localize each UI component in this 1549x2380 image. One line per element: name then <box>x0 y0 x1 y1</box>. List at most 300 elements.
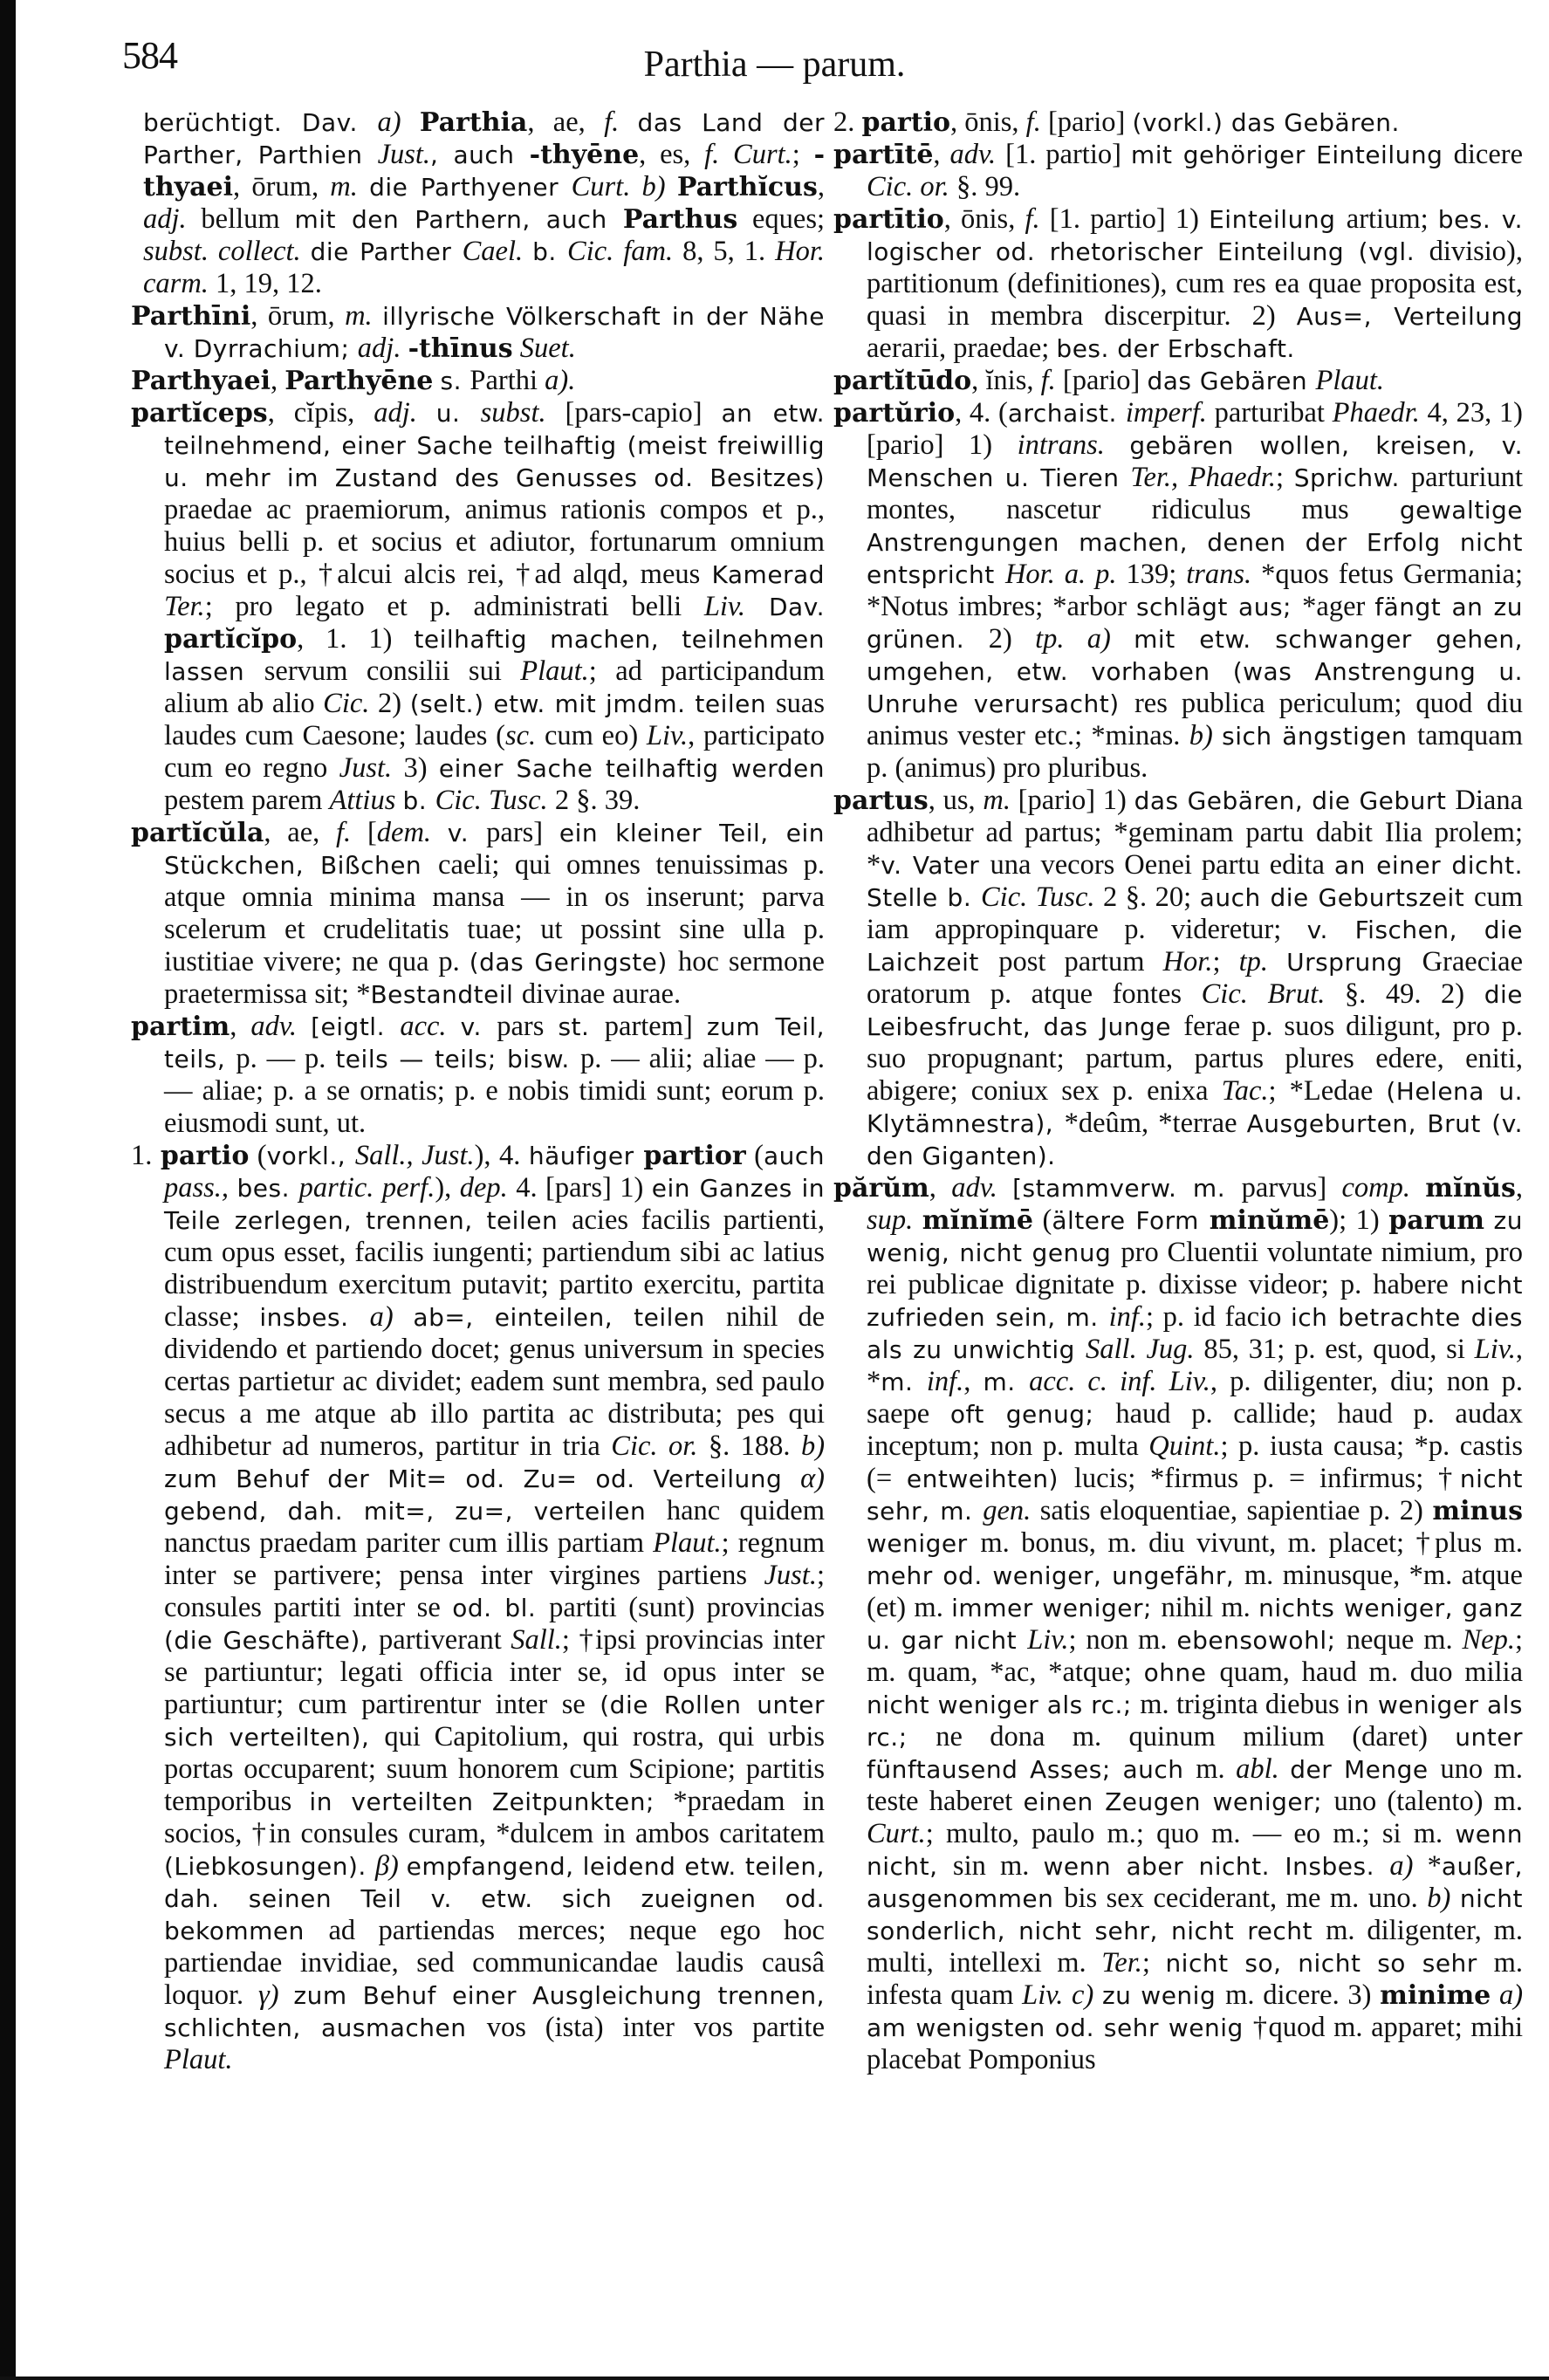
latin-text: p. — p. <box>236 1043 336 1074</box>
german-gloss: [stammverw. m. <box>1012 1174 1242 1203</box>
latin-text: parturiunt montes, nascetur ridiculus mus <box>867 462 1524 525</box>
german-gloss: sich ängstigen <box>1222 722 1418 751</box>
latin-text: eques; <box>737 203 826 235</box>
german-gloss: m. <box>983 1368 1030 1396</box>
italic-abbrev: Liv. <box>1474 1334 1516 1365</box>
headword: partītio <box>833 204 944 235</box>
latin-text: ad partiendas merces; neque ego hoc partiendae invidiae, sed communicandae laudis causâ loquor. <box>164 1915 825 2011</box>
latin-text: 2) <box>369 688 410 719</box>
latin-text: §. 188. <box>697 1430 801 1462</box>
latin-text: ; regnum inter se partivere; pensa inter virgines partiens <box>164 1527 825 1591</box>
german-gloss: v. Vater <box>881 851 990 880</box>
german-gloss: fängt an zu grünen. <box>867 593 1523 654</box>
german-gloss: Ursprung <box>1286 948 1422 977</box>
italic-abbrev: Quint. <box>1148 1430 1221 1462</box>
italic-abbrev: tp. a) <box>1035 623 1134 655</box>
german-gloss: mit gehöriger Einteilung <box>1130 141 1454 169</box>
latin-text: [pario] <box>1062 365 1148 396</box>
latin-text: , ae, <box>264 817 337 848</box>
german-gloss: weniger <box>867 1529 981 1558</box>
german-gloss: (vorkl.) das Gebären. <box>1132 108 1400 137</box>
latin-text: [1. partio] 1) <box>1049 203 1210 235</box>
latin-text: , cĭpis, <box>267 397 374 429</box>
german-gloss: (Helena u. Klytämnestra), <box>867 1077 1523 1138</box>
latin-text: , 1. 1) <box>297 623 415 655</box>
latin-text: ; <box>792 139 814 170</box>
latin-text: m. diligenter, m. multi, intellexi m. <box>867 1915 1523 1979</box>
german-gloss: empfangend, leidend etw. teilen, dah. seinen Teil v. etw. sich zueignen od. bekommen <box>164 1852 825 1945</box>
dictionary-entry <box>833 1172 1523 2076</box>
italic-abbrev: Cic. Brut. <box>1201 978 1326 1010</box>
latin-text: [ <box>367 817 377 848</box>
latin-text: acies facilis partienti, cum opus esset, facilis iungenti; partiendum sibi ac latius distribuendum exercitum putavit; partito exercitu, partita classe; <box>164 1204 825 1333</box>
latin-text: vos (ista) inter vos partite <box>486 2012 825 2043</box>
german-gloss: in verteilten Zeitpunkten; <box>309 1787 674 1816</box>
german-gloss: mehr od. weniger, ungefähr, <box>867 1561 1244 1590</box>
german-gloss: zum Teil, teils, <box>164 1012 825 1073</box>
latin-text: uno m. teste haberet <box>867 1753 1524 1817</box>
german-gloss: (selt.) etw. mit jmdm. teilen <box>409 689 777 718</box>
latin-text <box>513 333 520 364</box>
dictionary-entry <box>833 365 1523 397</box>
latin-text: ; p. id facio <box>1146 1301 1291 1333</box>
italic-abbrev: γ) <box>257 1979 294 2011</box>
latin-text: , <box>230 1011 251 1042</box>
italic-abbrev: f. <box>1025 203 1050 235</box>
left-column <box>131 106 825 2076</box>
latin-text: ( <box>745 1140 764 1171</box>
headword: partŭrio <box>833 398 956 429</box>
italic-abbrev: m. <box>345 300 383 332</box>
italic-abbrev: a) <box>369 1301 414 1333</box>
latin-text: 8, 5, 1. <box>682 236 776 267</box>
german-gloss: auch <box>763 1142 825 1170</box>
german-gloss: v. <box>460 1012 497 1041</box>
latin-text: partem] <box>604 1011 707 1042</box>
latin-text: 2 §. 20; <box>1094 881 1200 913</box>
latin-text: 2 §. 39. <box>547 785 641 816</box>
latin-text <box>1491 1979 1499 2011</box>
latin-text: parvus] <box>1241 1172 1342 1204</box>
latin-text: cum iam appropinquare p. videretur; <box>867 881 1523 945</box>
headword: Parthia <box>419 107 528 138</box>
headword: Parthus <box>622 204 738 235</box>
italic-abbrev: trans. <box>1186 559 1252 590</box>
latin-text: nihil m. <box>1161 1592 1259 1623</box>
latin-text: ; non m. <box>1068 1624 1177 1656</box>
latin-text: , <box>963 1366 984 1397</box>
latin-text: †quod m. apparet; mihi placebat Pomponius <box>867 2012 1524 2075</box>
german-gloss: Kamerad <box>711 560 825 589</box>
latin-text: m. <box>1196 1753 1237 1785</box>
italic-abbrev: f. <box>1025 106 1048 138</box>
italic-abbrev: Cic. or. <box>611 1430 698 1462</box>
dictionary-entry <box>131 397 825 817</box>
latin-text: servum consilii sui <box>264 655 521 687</box>
headword: partus <box>833 785 929 816</box>
dictionary-entry <box>833 106 1523 139</box>
italic-abbrev: sc. <box>504 720 537 751</box>
italic-abbrev: Plaut. <box>1315 365 1385 396</box>
german-gloss: gebend, dah. mit=, zu=, verteilen <box>164 1497 667 1526</box>
italic-abbrev: Ter., Phaedr. <box>1130 462 1277 493</box>
german-gloss: Ausgeburten, Brut (v. den Giganten). <box>867 1109 1524 1170</box>
german-gloss: auch die Geburtszeit <box>1199 883 1475 912</box>
latin-text: ( <box>1032 1204 1052 1236</box>
headword: mĭnĭmē <box>922 1205 1033 1236</box>
latin-text: , ĭnis, <box>971 365 1041 396</box>
italic-abbrev: adv. <box>951 1172 1013 1204</box>
latin-text: , p. diligenter, diu; non p. saepe <box>867 1366 1524 1430</box>
headword: partĭceps <box>131 398 268 429</box>
latin-text: pro Cluentii voluntate nimium, pro rei publicae dignitate p. dixisse videor; p. habere <box>867 1237 1523 1300</box>
italic-abbrev: Hor. carm. <box>143 236 825 299</box>
latin-text: divinae aurae. <box>521 978 682 1010</box>
dictionary-entry <box>131 300 825 365</box>
italic-abbrev: m. <box>330 171 370 202</box>
german-gloss: bes. <box>236 1174 299 1203</box>
german-gloss: ab=, einteilen, teilen <box>413 1303 726 1332</box>
headword: părŭm <box>833 1173 929 1204</box>
italic-abbrev: α) <box>800 1463 825 1494</box>
italic-abbrev: adj. <box>357 333 408 364</box>
latin-text: Graeciae oratorum p. atque fontes <box>867 946 1524 1010</box>
german-gloss: s. <box>440 367 470 395</box>
headword: minŭmē <box>1209 1205 1330 1236</box>
italic-abbrev: adj. <box>374 397 436 429</box>
german-gloss: einer Sache teilhaftig werden <box>438 754 825 783</box>
german-gloss: ebensowohl; <box>1176 1626 1347 1655</box>
latin-text: cum eo) <box>536 720 647 751</box>
latin-text: ), 4. <box>474 1140 529 1171</box>
dictionary-entry <box>833 785 1523 1172</box>
italic-abbrev: adv. <box>250 1011 312 1042</box>
german-gloss: od. bl. <box>452 1594 550 1622</box>
italic-abbrev: f. <box>1040 365 1063 396</box>
latin-text: , ōnis, <box>943 203 1025 235</box>
italic-abbrev: Cael. <box>462 236 533 267</box>
italic-abbrev: inf. <box>926 1366 964 1397</box>
german-gloss: in weniger als rc.; <box>867 1691 1523 1752</box>
latin-text: , <box>929 1172 952 1204</box>
latin-text: ; *Ledae <box>1268 1075 1387 1107</box>
latin-text: nihil de dividendo et partiendo docet; genus universum in species certas partietur ac dividet; eadem sunt membra, sed paulo secus a me atque ab illo partita ac distributa; pes qui adhibetur ad numeros, partitur in tria <box>164 1301 826 1462</box>
german-gloss: Sprichw. <box>1293 463 1411 492</box>
latin-text: pars] <box>486 817 559 848</box>
italic-abbrev: Plaut. <box>520 655 589 687</box>
italic-abbrev: Cic. Tusc. <box>981 881 1095 913</box>
latin-text: , <box>1515 1172 1524 1204</box>
latin-text: ; m. quam, *ac, *atque; <box>867 1624 1524 1688</box>
german-gloss: bes. der Erbschaft. <box>1056 334 1295 363</box>
italic-abbrev: adj. <box>143 203 202 235</box>
german-gloss: ältere Form <box>1052 1206 1210 1235</box>
latin-text: *deûm, *terrae <box>1064 1108 1247 1139</box>
german-gloss: ein kleiner Teil, ein Stückchen, Bißchen <box>164 819 825 880</box>
italic-abbrev: subst. collect. <box>143 236 311 267</box>
headword: -thīnus <box>408 333 513 364</box>
german-gloss: zu wenig, nicht genug <box>867 1206 1523 1267</box>
latin-text: ne dona m. quinum milium (daret) <box>936 1721 1456 1752</box>
headword: partĭcŭla <box>131 818 264 848</box>
latin-text: haud p. callide; haud p. audax inceptum; non p. multa <box>867 1398 1523 1462</box>
latin-text: praedae ac praemiorum, animus rationis compos et p., huius belli p. et socius et adiutor, fortunarum omnium socius et p., †alcui alcis rei, †ad alqd, meus <box>164 494 825 590</box>
italic-abbrev: Liv. <box>703 591 746 622</box>
italic-abbrev: Curt. b) <box>571 171 677 202</box>
italic-abbrev: Ter. <box>164 591 205 622</box>
italic-abbrev: a). <box>545 365 576 396</box>
italic-abbrev: Cic. <box>323 688 370 719</box>
german-gloss: die Leibesfrucht, das Junge <box>867 980 1523 1041</box>
latin-text: lucis; *firmus p. = infirmus; † <box>1073 1463 1460 1494</box>
headword: -thyēne <box>529 140 640 170</box>
dictionary-entry <box>131 1140 825 2076</box>
german-gloss: zum Behuf der Mit= od. Zu= od. Verteilung <box>164 1464 801 1493</box>
latin-text: , ae, <box>527 106 605 138</box>
latin-text: 2) <box>988 623 1036 655</box>
latin-text: Parthi <box>469 365 545 396</box>
latin-text: p. — alii; aliae — p. — aliae; p. a se ornatis; p. e nobis timidi sunt; eorum p. eiusmodi sunt, ut. <box>164 1043 826 1139</box>
dictionary-entry <box>833 139 1523 203</box>
latin-text: satis eloquentiae, sapientiae p. 2) <box>1031 1495 1433 1526</box>
italic-abbrev: adv. <box>949 139 1006 170</box>
latin-text: , ōrum, <box>233 171 331 202</box>
italic-abbrev: b) <box>800 1430 826 1462</box>
german-gloss: , auch <box>430 141 530 169</box>
italic-abbrev: partic. perf. <box>298 1172 435 1204</box>
german-gloss: ohne <box>1143 1658 1220 1687</box>
latin-text: 4, 23, 1) [pario] 1) <box>867 397 1524 461</box>
latin-text: partiti (sunt) provincias <box>549 1592 825 1623</box>
latin-text: ; consules partiti inter se <box>164 1560 825 1623</box>
latin-text: dicere <box>1453 139 1524 170</box>
german-gloss: teils — teils; bisw. <box>335 1045 580 1073</box>
latin-text: ; <box>1141 1947 1166 1979</box>
latin-text: ), <box>435 1172 460 1204</box>
german-gloss: nicht zufrieden sein, m. <box>867 1271 1523 1332</box>
german-gloss: außer, ausgenommen <box>867 1852 1523 1913</box>
headword: partim <box>131 1012 230 1042</box>
italic-abbrev: pass., <box>164 1172 237 1204</box>
german-gloss: illyrische Völkerschaft in der Nähe v. Dyrrachium; <box>164 302 825 363</box>
latin-text: 85, 31; p. est, quod, si <box>1194 1334 1475 1365</box>
latin-text: parturibat <box>1214 397 1333 429</box>
german-gloss: zu wenig <box>1101 1981 1226 2010</box>
latin-text: , ōnis, <box>949 106 1026 138</box>
latin-text: [pario] <box>1047 106 1133 138</box>
latin-text: , es, <box>639 139 705 170</box>
german-gloss: u. <box>435 399 481 428</box>
latin-text: , participato cum eo regno <box>164 720 826 784</box>
latin-text: hanc quidem nanctus praedam pariter cum illis partiam <box>164 1495 825 1559</box>
italic-abbrev: Liv. <box>646 720 689 751</box>
german-gloss: (die Rollen unter sich verteilten), <box>164 1691 825 1752</box>
german-gloss: oft genug; <box>949 1400 1116 1429</box>
dictionary-entry <box>131 365 825 397</box>
latin-text: m. minusque, *m. atque (et) m. <box>867 1560 1523 1623</box>
german-gloss: [eigtl. <box>311 1012 401 1041</box>
italic-abbrev: β) <box>374 1850 407 1882</box>
headword: -thyaei <box>143 140 826 202</box>
latin-text: * <box>1427 1850 1442 1882</box>
italic-abbrev: Liv. <box>1027 1624 1069 1656</box>
latin-text: §. 49. 2) <box>1325 978 1484 1010</box>
italic-abbrev: b) <box>1189 720 1223 751</box>
latin-text: , ōrum, <box>250 300 346 332</box>
latin-text: m. triginta diebus <box>1140 1689 1347 1720</box>
italic-abbrev: f. <box>336 817 367 848</box>
italic-abbrev: Cic. fam. <box>567 236 683 267</box>
latin-text: ; <box>1276 462 1294 493</box>
german-gloss: v. <box>447 819 487 847</box>
latin-text: hoc sermone praetermissa sit; * <box>164 946 825 1010</box>
dictionary-entry <box>833 203 1523 365</box>
italic-abbrev: comp. <box>1341 1172 1426 1204</box>
german-gloss: die Parther <box>310 237 463 266</box>
german-gloss: (Liebkosungen). <box>164 1852 375 1881</box>
headword: minime <box>1380 1980 1491 2011</box>
italic-abbrev: a) <box>1389 1850 1428 1882</box>
german-gloss: nicht so, nicht so sehr <box>1165 1949 1494 1978</box>
german-gloss: der Menge <box>1290 1755 1441 1784</box>
german-gloss: das Land der Parther, Parthien <box>143 108 826 169</box>
right-column <box>833 106 1523 2076</box>
italic-abbrev: Suet. <box>519 333 576 364</box>
headword: Parthyēne <box>284 366 434 396</box>
latin-text: divisio), partitionum (definitiones), cum res ea quae proposita est, quasi in membra discerpitur. 2) <box>867 236 1523 332</box>
dictionary-entry <box>131 1011 825 1140</box>
latin-text: aerarii, praedae; <box>867 333 1057 364</box>
italic-abbrev: f. <box>604 106 638 138</box>
italic-abbrev: Just. <box>377 139 431 170</box>
german-gloss: mit etw. schwanger gehen, umgehen, etw. vorhaben (was Anstrengung u. Unruhe verursacht) <box>867 625 1523 718</box>
italic-abbrev: inf. <box>1108 1301 1146 1333</box>
german-gloss: teilhaftig machen, teilnehmen lassen <box>164 625 825 686</box>
italic-abbrev: Tac. <box>1221 1075 1269 1107</box>
german-gloss: wenn aber nicht. Insbes. <box>1043 1852 1390 1881</box>
german-gloss: unter fünftausend Asses; auch <box>867 1723 1523 1784</box>
latin-text: ; †ipsi provincias inter se partiuntur; legati officia inter se, id opus inter se partiuntur; cum partirentur inter se <box>164 1624 825 1720</box>
german-gloss: Aus=, Verteilung <box>1296 302 1523 331</box>
german-gloss: ein Ganzes in Teile zerlegen, trennen, teilen <box>164 1174 826 1235</box>
italic-abbrev: Sall. <box>511 1624 562 1656</box>
german-gloss: einen Zeugen weniger; <box>1023 1787 1334 1816</box>
german-gloss: häufiger <box>528 1142 644 1170</box>
latin-text: uno (talento) m. <box>1333 1786 1523 1817</box>
scan-border-left <box>0 0 16 2380</box>
latin-text: ; multo, paulo m.; quo m. — eo m.; si m. <box>925 1818 1456 1849</box>
italic-abbrev: Curt. <box>867 1818 926 1849</box>
italic-abbrev: subst. <box>480 397 565 429</box>
italic-abbrev: tp. <box>1238 946 1287 977</box>
german-gloss: nichts weniger, ganz u. gar nicht <box>867 1594 1523 1655</box>
italic-abbrev: acc. <box>400 1011 461 1042</box>
german-gloss: immer weniger; <box>951 1594 1162 1622</box>
german-gloss: insbes. <box>259 1303 370 1332</box>
headword: minus <box>1432 1496 1523 1526</box>
italic-abbrev: abl. <box>1236 1753 1291 1785</box>
latin-text: , <box>933 139 950 170</box>
latin-text: 1. <box>131 1140 161 1171</box>
german-gloss: (das Geringste) <box>469 948 679 977</box>
latin-text: 2. <box>833 106 862 138</box>
italic-abbrev: Phaedr. <box>1332 397 1420 429</box>
latin-text: neque m. <box>1346 1624 1463 1656</box>
latin-text: ; ad participandum alium ab alio <box>164 655 826 719</box>
latin-text: ; <box>1212 946 1239 977</box>
italic-abbrev: Ter. <box>1101 1947 1142 1979</box>
latin-text: ; pro legato et p. administrati belli <box>204 591 704 622</box>
german-gloss: Bestandteil <box>370 980 522 1009</box>
latin-text: , <box>271 365 285 396</box>
latin-text: qui Capitolium, qui rostra, qui urbis portas occuparent; suum honorem cum Scipione; partitis temporibus <box>164 1721 826 1817</box>
headword: partior <box>643 1141 746 1171</box>
latin-text: *ager <box>1302 591 1375 622</box>
italic-abbrev: dem. <box>376 817 448 848</box>
latin-text: sin m. <box>952 1850 1044 1882</box>
german-gloss: die Parthyener <box>369 173 572 202</box>
latin-text: pestem parem <box>164 785 330 816</box>
latin-text: [1. partio] <box>1005 139 1131 170</box>
latin-text <box>433 365 440 396</box>
german-gloss: berüchtigt. Dav. <box>143 108 378 137</box>
german-gloss: nicht weniger als rc.; <box>867 1691 1141 1719</box>
latin-text: una vecors Oenei partu edita <box>990 849 1334 881</box>
latin-text: ; p. iusta causa; *p. castis (= <box>867 1430 1523 1494</box>
latin-text: res publica periculum; quod diu animus vester etc.; *minas. <box>867 688 1523 751</box>
german-gloss: vorkl., <box>266 1142 355 1170</box>
latin-text: *quos fetus Germania; *Notus imbres; *arbor <box>867 559 1523 622</box>
latin-text: bellum <box>201 203 295 235</box>
headword: partio <box>160 1141 250 1171</box>
german-gloss: gewaltige Anstrengungen machen, denen der Erfolg nicht entspricht <box>867 496 1523 589</box>
latin-text: ); 1) <box>1329 1204 1389 1236</box>
latin-text: , * <box>867 1334 1524 1397</box>
italic-abbrev: Plaut. <box>164 2044 233 2075</box>
italic-abbrev: Cic. or. <box>867 171 949 202</box>
german-gloss: das Gebären <box>1147 367 1316 395</box>
german-gloss: zum Behuf einer Ausgleichung trennen, schlichten, ausmachen <box>164 1981 825 2042</box>
german-gloss: Einteilung <box>1209 205 1347 234</box>
german-gloss: v. Fischen, die Laichzeit <box>867 916 1523 977</box>
german-gloss: archaist. <box>1007 399 1126 428</box>
latin-text: pars <box>497 1011 559 1042</box>
german-gloss: b. <box>532 237 568 266</box>
german-gloss: mit den Parthern, auch <box>294 205 623 234</box>
italic-abbrev: imperf. <box>1125 397 1215 429</box>
italic-abbrev: a) <box>377 106 420 138</box>
italic-abbrev: Nep. <box>1462 1624 1515 1656</box>
latin-text: m. infesta quam <box>867 1947 1523 2011</box>
italic-abbrev: dep. <box>459 1172 508 1204</box>
latin-text: artium; <box>1346 203 1438 235</box>
german-gloss: an etw. teilnehmend, einer Sache teilhaftig (meist freiwillig u. mehr im Zustand des Genusses od. Besitzes) <box>164 399 826 492</box>
italic-abbrev: intrans. <box>1017 429 1130 461</box>
italic-abbrev: sup. <box>867 1204 922 1236</box>
italic-abbrev: gen. <box>983 1495 1032 1526</box>
italic-abbrev: Cic. Tusc. <box>435 785 548 816</box>
latin-text: , us, <box>928 785 984 816</box>
headword: partĭcĭpo <box>164 624 298 655</box>
latin-text: bis sex ceciderant, me m. uno. <box>1064 1883 1428 1914</box>
italic-abbrev: Hor. <box>1162 946 1213 977</box>
headword: mĭnŭs <box>1425 1173 1516 1204</box>
latin-text: caeli; qui omnes tenuissimas p. atque omnia minima mansa — in os inserunt; parva scelerum et crudelitatis tuae; ut possint sine ulla p. iustitiae vivere; ne qua p. <box>164 849 825 977</box>
latin-text: partiverant <box>378 1624 511 1656</box>
latin-text: [pars-capio] <box>565 397 722 429</box>
latin-text: m. dicere. 3) <box>1225 1979 1381 2011</box>
headword: partītē <box>833 140 934 170</box>
